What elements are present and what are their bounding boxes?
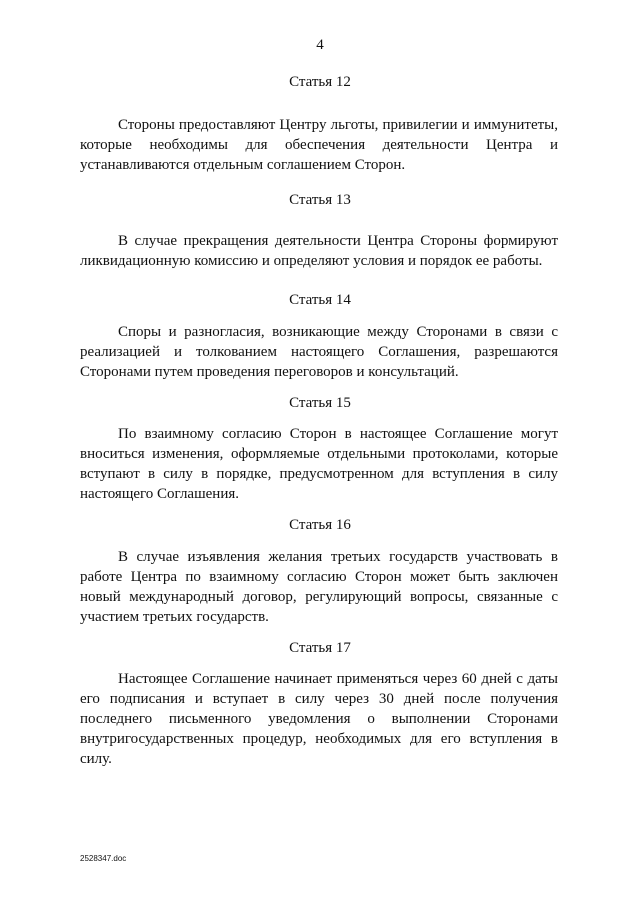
article-15-heading: Статья 15 — [289, 395, 351, 411]
article-12-text: Стороны предоставляют Центру льготы, привилегии и иммунитеты, которые необходимы для обеспечения деятельности Центра и устанавливаются отдельным соглашением Сторон. — [80, 117, 558, 173]
article-17-text: Настоящее Соглашение начинает применяться через 60 дней с даты его подписания и вступает в силу через 30 дней после получения последнего письменного уведомления о выполнении Сторонами внутригосударственных процедур, необходимых для его вступления в силу. — [80, 671, 558, 767]
article-15-text: По взаимному согласию Сторон в настоящее Соглашение могут вноситься изменения, оформляемые отдельными протоколами, которые вступают в силу в порядке, предусмотренном для вступления в силу настоящего Соглашения. — [80, 426, 558, 502]
article-13-heading: Статья 13 — [289, 192, 351, 208]
document-code-footer: 2528347.doc — [80, 854, 127, 863]
article-13-text: В случае прекращения деятельности Центра Стороны формируют ликвидационную комиссию и определяют условия и порядок ее работы. — [80, 233, 558, 269]
article-16-text: В случае изъявления желания третьих государств участвовать в работе Центра по взаимному согласию Сторон может быть заключен новый международный договор, регулирующий вопросы, связанные с участием третьих государств. — [80, 549, 558, 625]
article-12-heading: Статья 12 — [289, 74, 351, 90]
article-16-heading: Статья 16 — [289, 517, 351, 533]
article-14-text: Споры и разногласия, возникающие между Сторонами в связи с реализацией и толкованием настоящего Соглашения, разрешаются Сторонами путем проведения переговоров и консультаций. — [80, 324, 558, 380]
article-14-heading: Статья 14 — [289, 292, 351, 308]
article-17-heading: Статья 17 — [289, 640, 351, 656]
page-number: 4 — [316, 37, 324, 53]
